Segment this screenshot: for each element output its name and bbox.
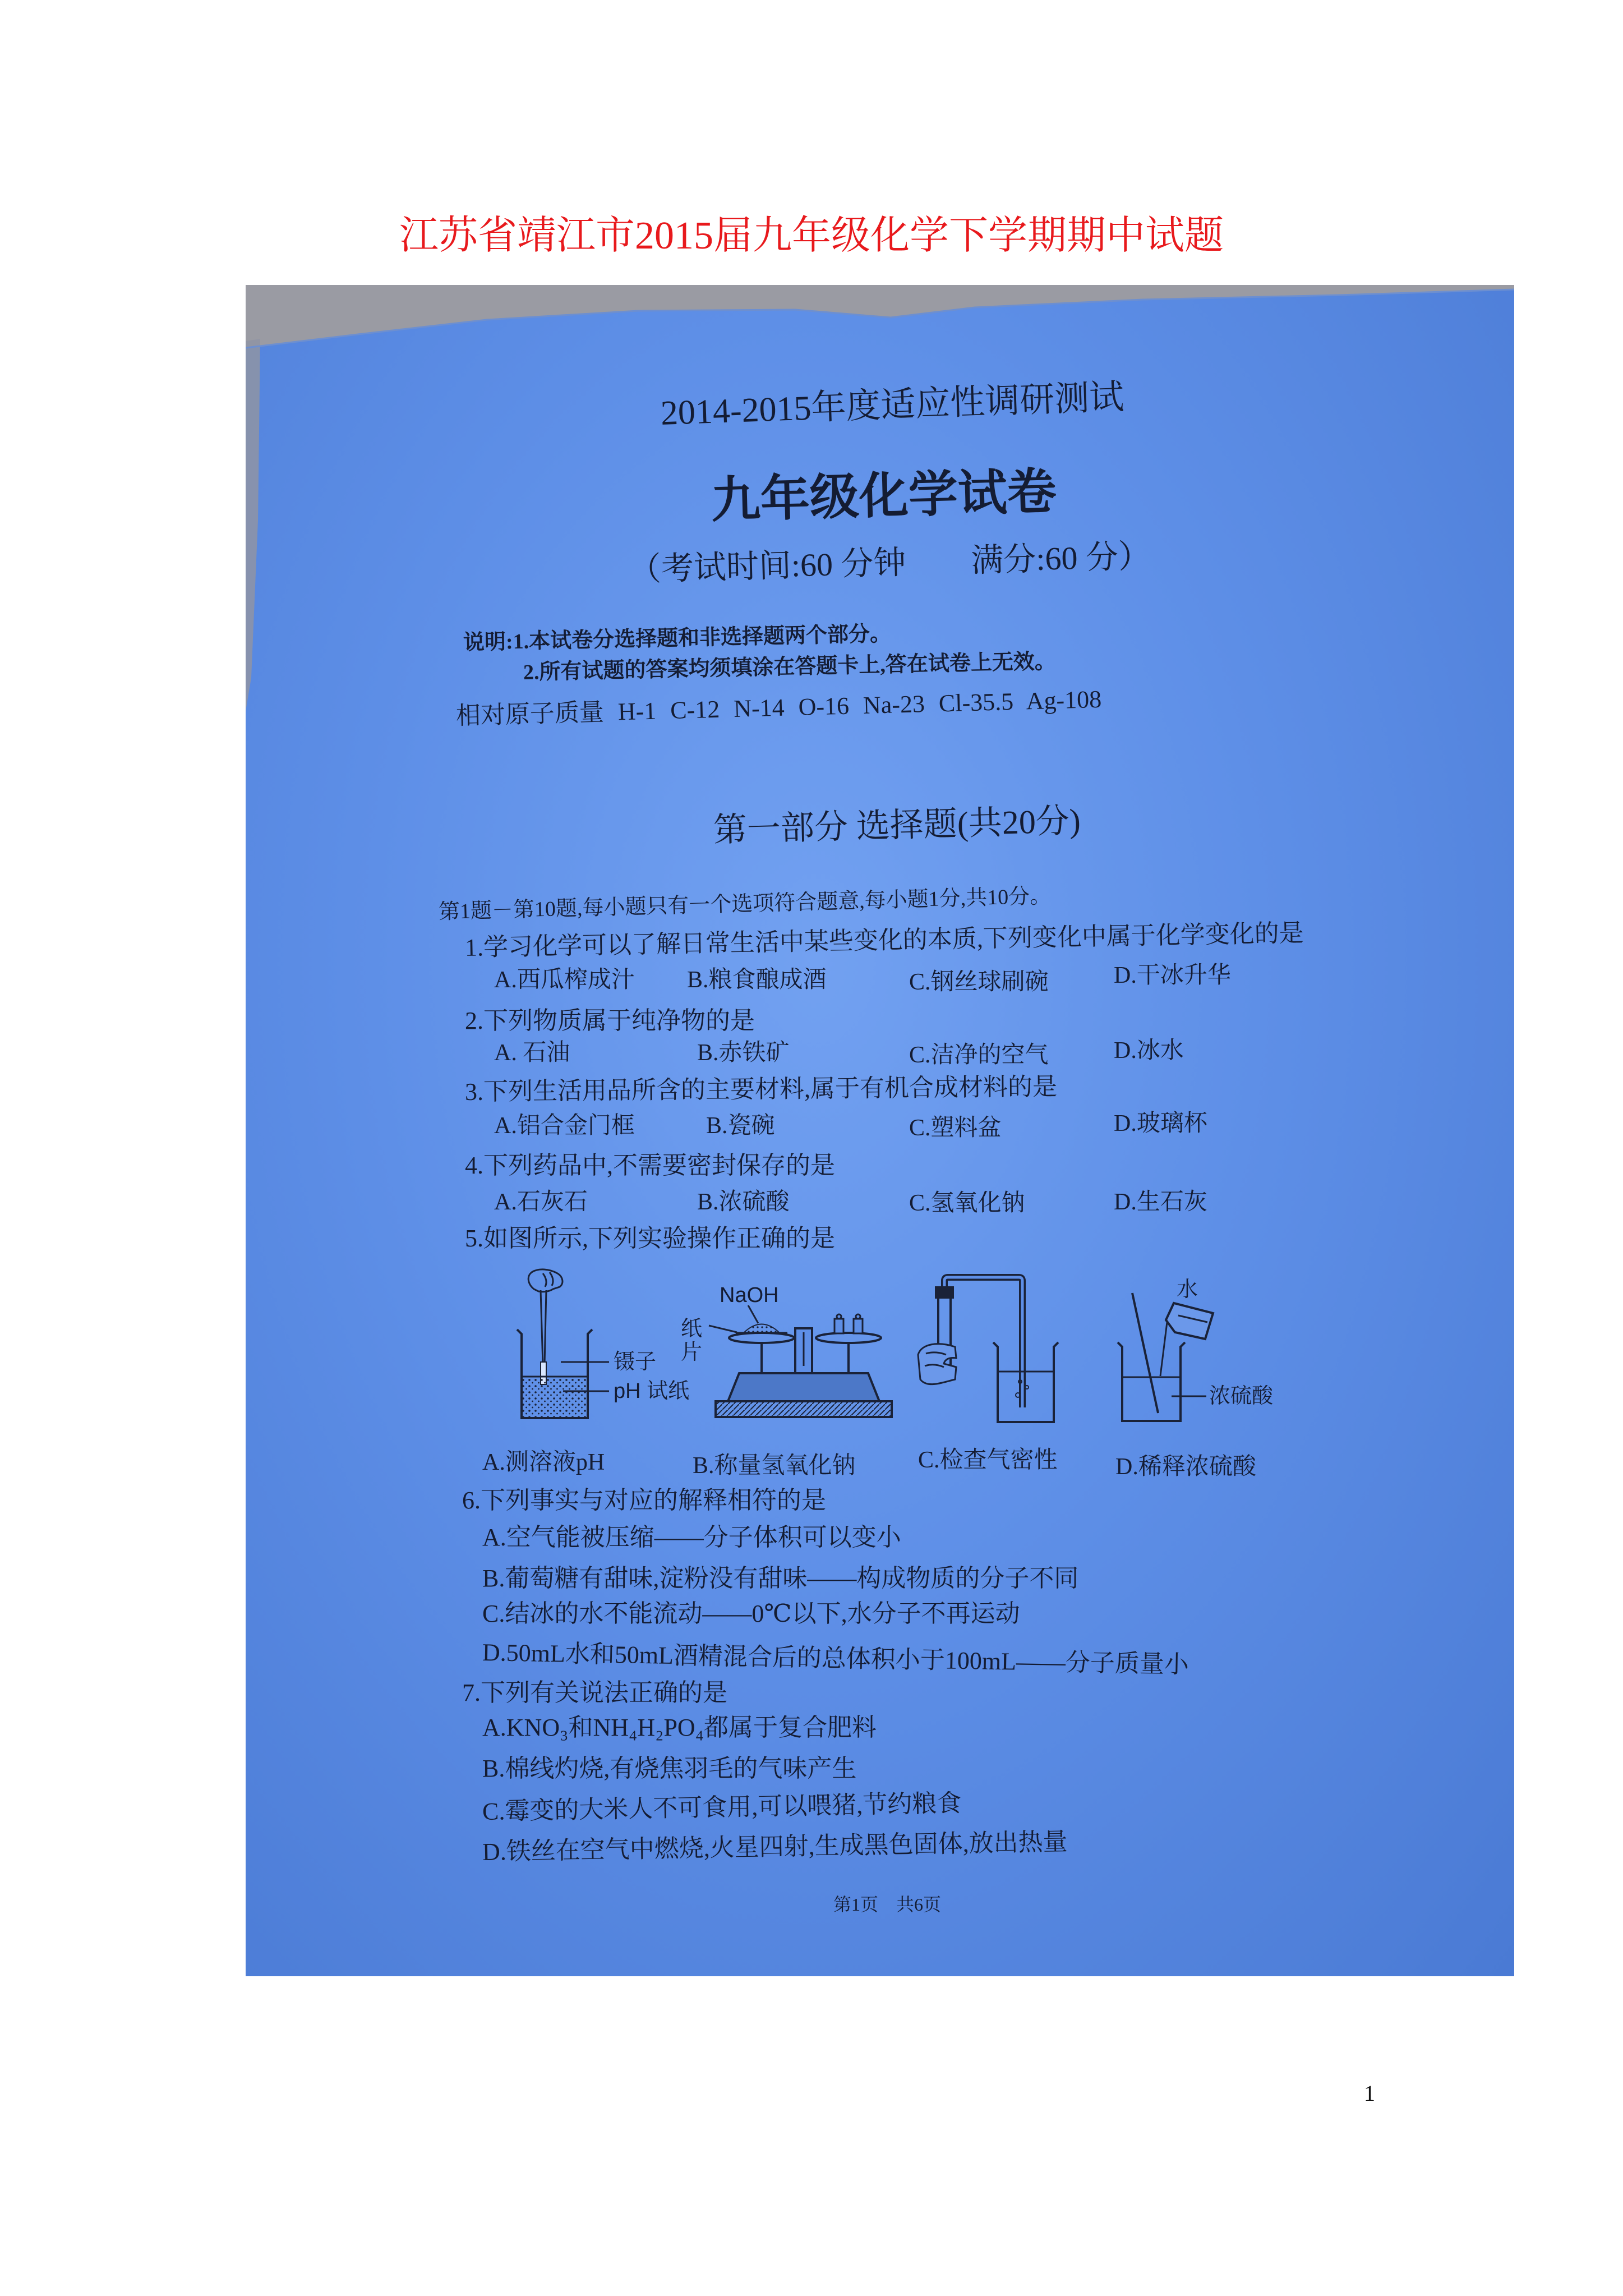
option-c: C.结冰的水不能流动——0℃以下,水分子不再运动	[482, 1600, 1020, 1627]
option-d: D.50mL水和50mL酒精混合后的总体积小于100mL——分子质量小	[482, 1639, 1189, 1678]
table-surface-left-strip	[246, 339, 260, 711]
option-b: B.瓷碗	[706, 1113, 775, 1139]
option-c: C.霉变的大米人不可食用,可以喂猪,节约粮食	[482, 1789, 962, 1825]
option-b: B.葡萄糖有甜味,淀粉没有甜味——构成物质的分子不同	[482, 1565, 1079, 1592]
figure-a-ph-test	[509, 1267, 610, 1427]
part-title: 第一部分 选择题(共20分)	[713, 802, 1081, 849]
hand-icon	[528, 1269, 562, 1292]
note-line-2: 2.所有试题的答案均须填涂在答题卡上,答在试卷上无效。	[523, 650, 1057, 684]
label-conc-sulfuric-acid: 浓硫酸	[1209, 1384, 1274, 1408]
option-d: D.冰水	[1114, 1038, 1184, 1064]
option-d: D.玻璃杯	[1114, 1111, 1207, 1137]
question-stem: 3.下列生活用品所含的主要材料,属于有机合成材料的是	[464, 1073, 1058, 1106]
question-stem: 6.下列事实与对应的解释相符的是	[462, 1487, 826, 1514]
option-a: A.石灰石	[494, 1189, 588, 1215]
option-c: C.检查气密性	[918, 1447, 1058, 1473]
naoh-pile	[744, 1324, 780, 1333]
label-naoh: NaOH	[720, 1283, 779, 1307]
figure-b-balance	[711, 1303, 899, 1422]
option-a: A.测溶液pH	[482, 1450, 605, 1475]
option-b: B.浓硫酸	[697, 1189, 790, 1215]
option-a: A.西瓜榨成汁	[494, 967, 635, 993]
solution-liquid	[523, 1377, 587, 1417]
exam-info: （考试时间:60 分钟 满分:60 分）	[628, 537, 1151, 588]
label-water: 水	[1177, 1278, 1198, 1301]
label-tweezers: 镊子	[614, 1350, 657, 1374]
instructions: 第1题－第10题,每小题只有一个选项符合题意,每小题1分,共10分。	[438, 884, 1052, 924]
label-paper-2: 片	[681, 1341, 703, 1364]
option-d: D.生石灰	[1114, 1189, 1207, 1215]
paper-title: 九年级化学试卷	[710, 464, 1058, 528]
option-a: A. 石油	[494, 1040, 570, 1066]
weights-icon	[834, 1314, 863, 1333]
tweezers-icon	[541, 1290, 546, 1365]
option-c: C.钢丝球刷碗	[909, 969, 1049, 995]
option-c: C.洁净的空气	[909, 1042, 1049, 1068]
question-stem: 5.如图所示,下列实验操作正确的是	[465, 1225, 835, 1252]
question-stem: 2.下列物质属于纯净物的是	[465, 1007, 755, 1034]
document-title: 江苏省靖江市2015届九年级化学下学期期中试题	[399, 214, 1224, 257]
option-c: C.塑料盆	[909, 1115, 1002, 1141]
glass-tube-icon	[944, 1277, 1022, 1407]
paper-footer: 第1页 共6页	[833, 1894, 942, 1915]
option-b: B.称量氢氧化钠	[693, 1453, 856, 1479]
pouring-beaker-icon	[1166, 1303, 1213, 1339]
option-b: B.粮食酿成酒	[687, 967, 827, 993]
note-line-1: 说明:1.本试卷分选择题和非选择题两个部分。	[463, 622, 892, 655]
glass-rod-icon	[1132, 1293, 1158, 1413]
option-d: D.干冰升华	[1114, 963, 1231, 988]
figure-c-airtightness	[916, 1275, 1067, 1428]
question-stem: 7.下列有关说法正确的是	[462, 1679, 727, 1706]
option-a: A.KNO₃和NH₄H₂PO₄都属于复合肥料	[482, 1714, 877, 1741]
option-d: D.稀释浓硫酸	[1115, 1454, 1256, 1480]
balance-icon	[716, 1328, 892, 1417]
option-c: C.氢氧化钠	[909, 1190, 1025, 1216]
page-number: 1	[1364, 2081, 1375, 2106]
option-a: A.铝合金门框	[494, 1113, 635, 1139]
option-b: B.赤铁矿	[697, 1040, 790, 1066]
option-d: D.铁丝在空气中燃烧,火星四射,生成黑色固体,放出热量	[482, 1828, 1068, 1866]
water-stream	[1160, 1322, 1167, 1376]
option-a: A.空气能被压缩——分子体积可以变小	[482, 1524, 901, 1551]
option-b: B.棉线灼烧,有烧焦羽毛的气味产生	[482, 1755, 857, 1782]
exam-paper-photo	[246, 285, 1514, 1976]
table-surface-background	[246, 285, 1514, 1976]
test-name: 2014-2015年度适应性调研测试	[660, 378, 1125, 432]
question-stem: 4.下列药品中,不需要密封保存的是	[465, 1152, 835, 1179]
label-paper-1: 纸	[681, 1317, 703, 1341]
question-stem: 1.学习化学可以了解日常生活中某些变化的本质,下列变化中属于化学变化的是	[464, 919, 1304, 961]
label-ph-paper: pH 试纸	[614, 1379, 690, 1403]
atomic-masses: 相对原子质量 H-1 C-12 N-14 O-16 Na-23 Cl-35.5 Ag-108	[455, 685, 1102, 730]
